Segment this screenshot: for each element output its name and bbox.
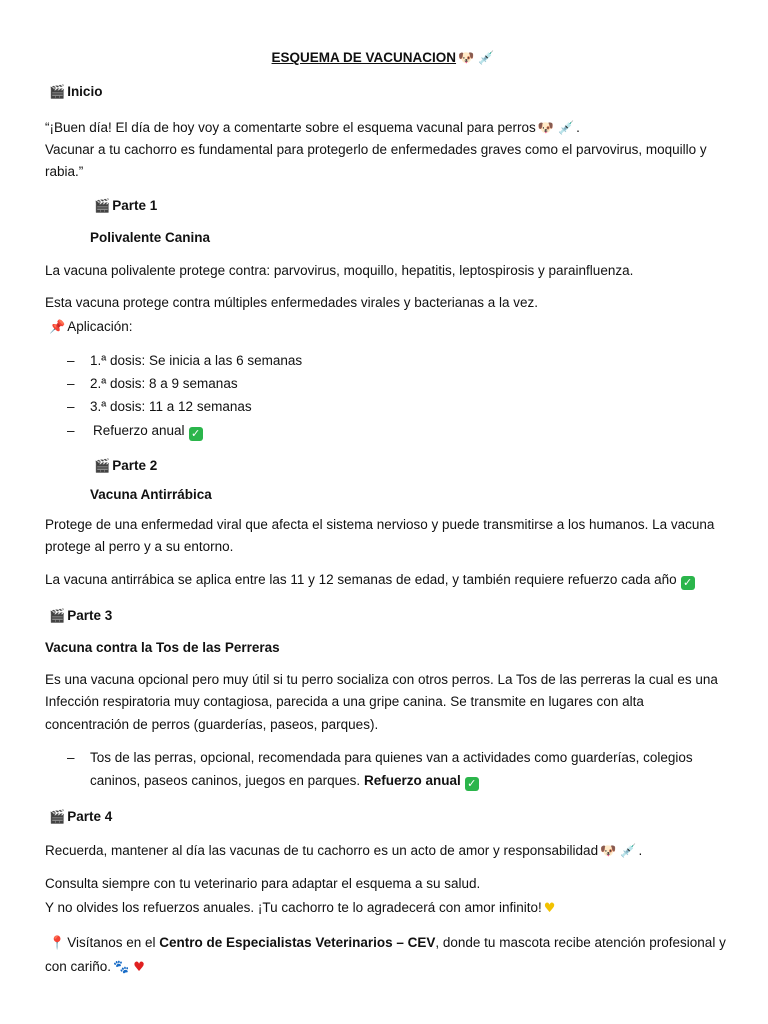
aplicacion-label xyxy=(47,316,132,339)
dog-face-icon: 🐶 xyxy=(458,51,475,66)
paw-prints-icon: 🐾 xyxy=(113,960,130,975)
list-dash: – xyxy=(67,399,75,414)
aplicacion-text: Aplicación: xyxy=(67,319,133,334)
list-dash: – xyxy=(67,376,75,391)
parte4-heading xyxy=(47,806,112,829)
refuerzo-anual-bold: Refuerzo anual xyxy=(363,773,461,788)
parte4-paragraph2-line2 xyxy=(45,897,557,920)
parte4-heading-text: Parte 4 xyxy=(67,809,113,824)
list-item xyxy=(93,420,203,442)
parte3-bullet-line1: Tos de las perras, opcional, recomendada para quienes van a actividades como guarderías, colegios xyxy=(90,750,693,765)
dog-face-icon: 🐶 xyxy=(600,844,617,859)
visit-line2-text: con cariño. xyxy=(45,959,112,974)
list-item: 1.ª dosis: Se inicia a las 6 semanas xyxy=(90,353,303,368)
inicio-paragraph-line3: rabia.” xyxy=(45,164,84,179)
visit-line2 xyxy=(45,956,147,979)
parte2-subheading: Vacuna Antirrábica xyxy=(90,487,212,502)
list-item: 2.ª dosis: 8 a 9 semanas xyxy=(90,376,238,391)
parte4-p2b-text: Y no olvides los refuerzos anuales. ¡Tu cachorro te lo agradecerá con amor infinito! xyxy=(45,900,542,915)
parte1-paragraph1: La vacuna polivalente protege contra: parvovirus, moquillo, hepatitis, leptospirosis y parainfluenza. xyxy=(45,263,634,278)
syringe-icon: 💉 xyxy=(620,844,637,859)
clinic-name: Centro de Especialistas Veterinarios – CEV xyxy=(159,935,436,950)
inicio-paragraph-line1 xyxy=(45,117,580,140)
inicio-paragraph-line2: Vacunar a tu cachorro es fundamental para protegerlo de enfermedades graves como el parvovirus, moquillo y xyxy=(45,142,707,157)
parte3-paragraph-line3: concentración de perros (guarderías, paseos, parques). xyxy=(45,717,379,732)
inicio-heading-text: Inicio xyxy=(67,84,103,99)
parte1-paragraph2: Esta vacuna protege contra múltiples enfermedades virales y bacterianas a la vez. xyxy=(45,295,539,310)
parte2-heading-text: Parte 2 xyxy=(112,458,158,473)
parte3-heading-text: Parte 3 xyxy=(67,608,113,623)
parte3-paragraph-line1: Es una vacuna opcional pero muy útil si tu perro socializa con otros perros. La Tos de las perreras la cual es una xyxy=(45,672,718,687)
parte3-bullet-text: caninos, paseos caninos, juegos en parques. xyxy=(90,773,361,788)
clapper-board-icon: 🎬 xyxy=(49,85,66,100)
check-mark-icon: ✓ xyxy=(681,576,695,590)
parte3-bullet-line2 xyxy=(90,770,479,792)
parte4-paragraph2-line1: Consulta siempre con tu veterinario para adaptar el esquema a su salud. xyxy=(45,876,481,891)
check-mark-icon: ✓ xyxy=(465,777,479,791)
parte2-paragraph2 xyxy=(45,569,695,591)
inicio-heading xyxy=(47,81,102,104)
parte1-subheading: Polivalente Canina xyxy=(90,230,211,245)
list-dash: – xyxy=(67,353,75,368)
list-item: 3.ª dosis: 11 a 12 semanas xyxy=(90,399,252,414)
parte4-p1-text: Recuerda, mantener al día las vacunas de tu cachorro es un acto de amor y responsabilidad xyxy=(45,843,599,858)
clapper-board-icon: 🎬 xyxy=(49,609,66,624)
visit-suffix: , donde tu mascota recibe atención profesional y xyxy=(435,935,726,950)
syringe-icon: 💉 xyxy=(557,121,575,136)
parte1-heading-text: Parte 1 xyxy=(112,198,158,213)
list-dash: – xyxy=(67,423,75,438)
dog-face-icon: 🐶 xyxy=(537,121,554,136)
parte4-paragraph1 xyxy=(45,840,642,863)
parte2-paragraph1-line2: protege al perro y a su entorno. xyxy=(45,539,234,554)
visit-line1 xyxy=(47,932,726,955)
syringe-icon: 💉 xyxy=(478,51,495,66)
refuerzo-text: Refuerzo anual xyxy=(93,423,185,438)
inicio-line1-text: “¡Buen día! El día de hoy voy a comentarte sobre el esquema vacunal para perros xyxy=(45,120,536,135)
red-heart-icon: ♥ xyxy=(133,960,145,975)
parte2-heading xyxy=(92,455,157,478)
clapper-board-icon: 🎬 xyxy=(49,810,66,825)
round-pushpin-icon: 📍 xyxy=(49,936,66,951)
yellow-heart-icon: ♥ xyxy=(543,901,556,916)
parte2-p2-text: La vacuna antirrábica se aplica entre las 11 y 12 semanas de edad, y también requiere refuerzo cada año xyxy=(45,572,677,587)
clapper-board-icon: 🎬 xyxy=(94,199,111,214)
parte1-heading xyxy=(92,195,157,218)
list-dash: – xyxy=(67,750,75,765)
visit-prefix: Visítanos en el xyxy=(67,935,156,950)
pushpin-icon: 📌 xyxy=(49,320,66,335)
parte4-p1-end: . xyxy=(638,843,643,858)
parte3-paragraph-line2: Infección respiratoria muy contagiosa, parecida a una gripe canina. Se transmite en lugares con alta xyxy=(45,694,644,709)
check-mark-icon: ✓ xyxy=(189,427,203,441)
clapper-board-icon: 🎬 xyxy=(94,459,111,474)
title-text: ESQUEMA DE VACUNACION xyxy=(271,50,457,65)
parte3-heading xyxy=(47,605,112,628)
parte2-paragraph1-line1: Protege de una enfermedad viral que afecta el sistema nervioso y puede transmitirse a los humanos. La vacuna xyxy=(45,517,715,532)
document-title xyxy=(0,47,768,70)
parte3-subheading: Vacuna contra la Tos de las Perreras xyxy=(45,640,280,655)
inicio-line1-end: . xyxy=(576,120,580,135)
